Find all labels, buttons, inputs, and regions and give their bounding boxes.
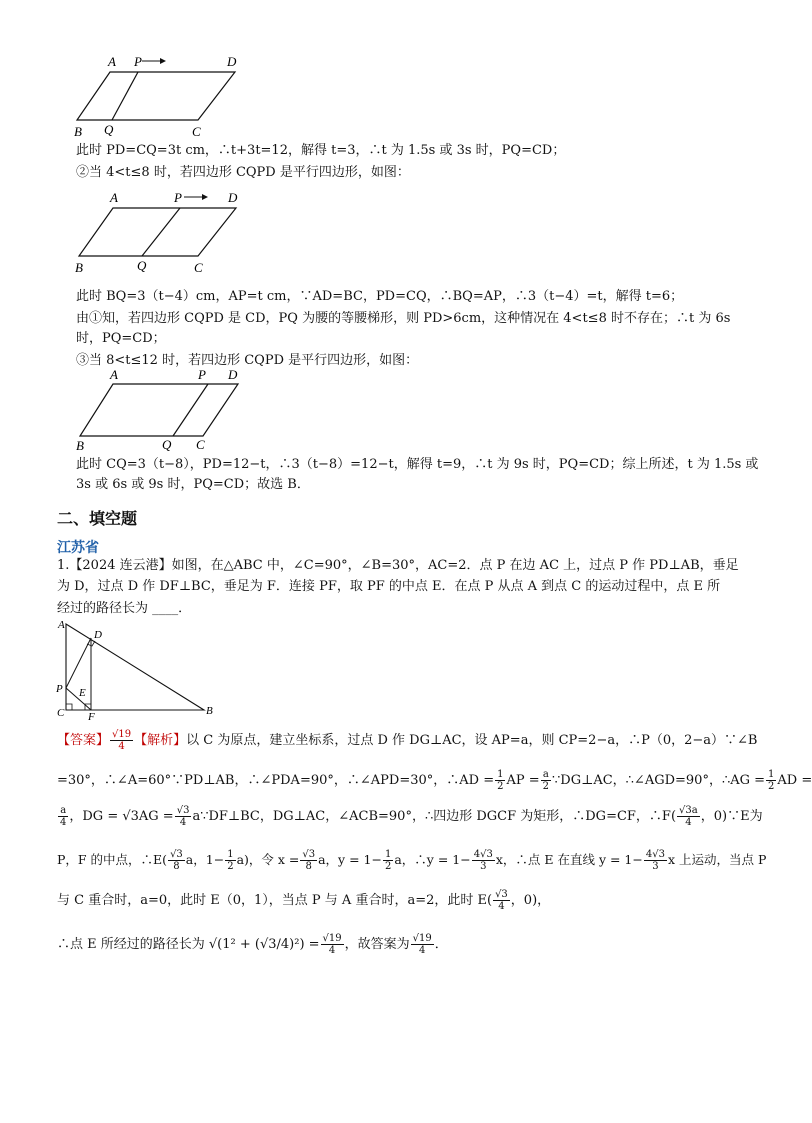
label-B: B bbox=[206, 705, 213, 717]
label-D: D bbox=[227, 54, 237, 69]
label-P: P bbox=[134, 54, 142, 69]
label-A: A bbox=[108, 54, 116, 69]
label-C: C bbox=[196, 437, 205, 452]
answer-line-3: $\frac{a}{4}$ ，DG = √3AG = $\frac{√3}{4}$ a∵DF⊥BC，DG⊥AC，∠ACB=90°，∴四边形 DGCF 为矩形，∴DG=CF，∴F( $\frac{√3a}{4}$ ，0)∵E为 bbox=[60, 805, 763, 828]
text-line-5: 时，PQ=CD； bbox=[76, 331, 166, 346]
label-A: A bbox=[58, 619, 65, 631]
label-D: D bbox=[94, 629, 102, 641]
label-Q: Q bbox=[104, 122, 114, 137]
label-C: C bbox=[192, 124, 201, 139]
text-line-4: 由①知，若四边形 CQPD 是 CD，PQ 为腰的等腰梯形，则 PD>6cm，这种情况在 4<t≤8 时不存在；∴t 为 6s bbox=[76, 311, 731, 326]
answer-line-2: =30°，∴∠A=60°∵PD⊥AB，∴∠PDA=90°，∴∠APD=30°，∴AD = $\frac{1}{2}$ AP = $\frac{a}{2}$ ∵DG⊥AC，∴∠AGD=90°，∴AG = $\frac{1}{2}$ AD = bbox=[57, 769, 812, 792]
label-C: C bbox=[57, 707, 65, 719]
problem-line-1: 1.【2024 连云港】如图，在△ABC 中，∠C=90°，∠B=30°，AC=2．点 P 在边 AC 上，过点 P 作 PD⊥AB，垂足 bbox=[57, 558, 739, 573]
label-P: P bbox=[198, 367, 206, 382]
label-D: D bbox=[228, 367, 238, 382]
analysis-tag: 【解析】 bbox=[134, 733, 187, 748]
answer-line-1 bbox=[57, 728, 757, 754]
label-P: P bbox=[56, 683, 63, 695]
label-Q: Q bbox=[137, 258, 147, 273]
triangle-figure bbox=[54, 618, 224, 722]
answer-line-5: 与 C 重合时，a=0，此时 E（0，1），当点 P 与 A 重合时，a=2，此时 E( $\frac{√3}{4}$ ，0)， bbox=[57, 889, 551, 912]
label-C: C bbox=[194, 260, 203, 275]
text-line-6: ③当 8<t≤12 时，若四边形 CQPD 是平行四边形，如图： bbox=[76, 353, 419, 368]
parallelogram-figure-3 bbox=[70, 366, 250, 458]
text-line-2: ②当 4<t≤8 时，若四边形 CQPD 是平行四边形，如图： bbox=[76, 165, 410, 180]
answer-fraction: $\frac{√19}{4}$ bbox=[112, 729, 132, 752]
section-title: 二、填空题 bbox=[57, 509, 138, 528]
parallelogram-figure-2 bbox=[70, 188, 250, 280]
label-B: B bbox=[74, 124, 82, 139]
problem-line-3: 经过的路径长为 ____． bbox=[57, 601, 192, 616]
answer-line-6: ∴点 E 所经过的路径长为 √(1² + (√3/4)²) = $\frac{√19}{4}$ ，故答案为 $\frac{√19}{4}$ ． bbox=[57, 933, 448, 956]
label-E: E bbox=[79, 687, 86, 699]
parallelogram-figure-1 bbox=[70, 50, 250, 142]
text-line-1: 此时 PD=CQ=3t cm，∴t+3t=12，解得 t=3，∴t 为 1.5s 或 3s 时，PQ=CD； bbox=[76, 143, 566, 158]
label-Q: Q bbox=[162, 437, 172, 452]
answer-text: 以 C 为原点，建立坐标系，过点 D 作 DG⊥AC，设 AP=a，则 CP=2−a，∴P（0，2−a）∵∠B bbox=[186, 733, 758, 748]
label-B: B bbox=[76, 438, 84, 453]
text-line-3: 此时 BQ=3（t−4）cm，AP=t cm，∵AD=BC，PD=CQ，∴BQ=AP，∴3（t−4）=t，解得 t=6； bbox=[76, 289, 684, 304]
label-A: A bbox=[110, 367, 118, 382]
answer-line-4: P，F 的中点，∴E( $\frac{√3}{8}$ a，1− $\frac{1}{2}$ a)，令 x = $\frac{√3}{8}$ a，y = 1− $\frac{1}{2}$ a，∴y = 1− $\frac{4√3}{3}$ x，∴点 E 在直线 y = 1− $\frac{4√3}{3}$ x 上运动，当点 P bbox=[57, 849, 767, 872]
label-B: B bbox=[75, 260, 83, 275]
answer-tag: 【答案】 bbox=[57, 733, 110, 748]
province-label: 江苏省 bbox=[57, 540, 99, 556]
label-F: F bbox=[88, 711, 95, 723]
text-line-7: 此时 CQ=3（t−8），PD=12−t，∴3（t−8）=12−t，解得 t=9，∴t 为 9s 时，PQ=CD；综上所述，t 为 1.5s 或 bbox=[76, 457, 759, 472]
problem-line-2: 为 D，过点 D 作 DF⊥BC，垂足为 F．连接 PF，取 PF 的中点 E．在点 P 从点 A 到点 C 的运动过程中，点 E 所 bbox=[57, 579, 721, 594]
text-line-8: 3s 或 6s 或 9s 时，PQ=CD；故选 B． bbox=[76, 477, 310, 492]
label-A: A bbox=[110, 190, 118, 205]
label-D: D bbox=[228, 190, 238, 205]
label-P: P bbox=[174, 190, 182, 205]
